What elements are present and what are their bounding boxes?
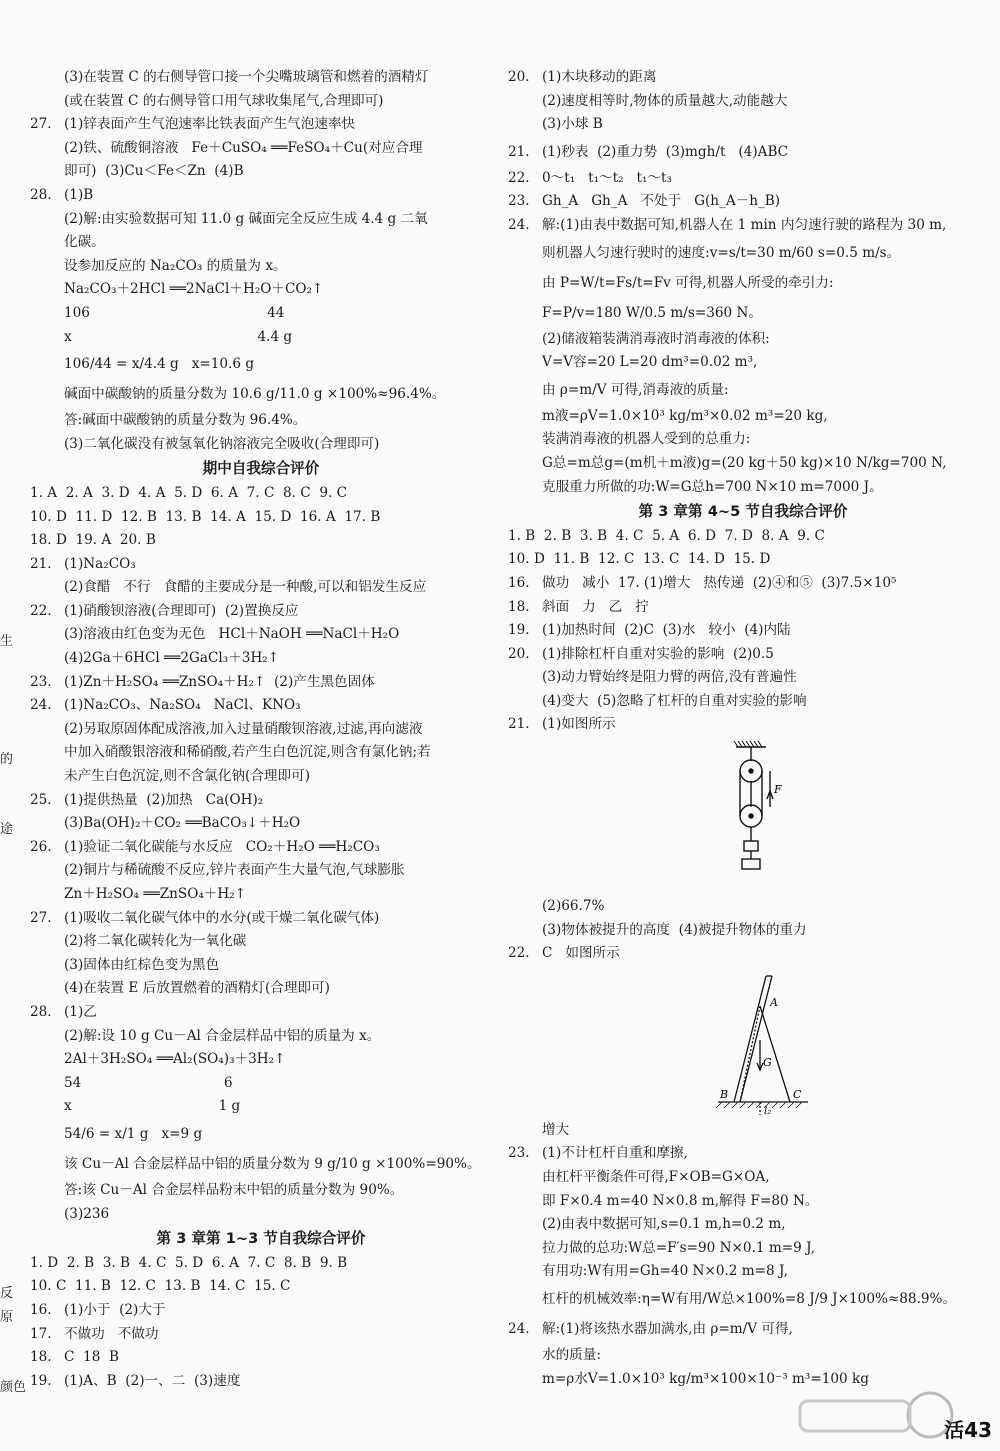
answer-text: (3)二氧化碳没有被氢氧化钠溶液完全吸收(合理即可) (64, 435, 380, 452)
answer-text: Na₂CO₃＋2HCl ══2NaCl＋H₂O＋CO₂↑ (64, 281, 324, 298)
answer-line (508, 548, 978, 572)
answer-text: 由 ρ=m/V 可得,消毒液的质量: (542, 381, 729, 398)
answer-text: (1)Na₂CO₃、Na₂SO₄ NaCl、KNO₃ (64, 697, 301, 714)
answer-line (30, 379, 492, 409)
answer-text: 10. D 11. B 12. C 13. C 14. D 15. D (508, 551, 771, 568)
answer-line (508, 90, 978, 114)
answer-line (508, 214, 978, 238)
answer-line (508, 405, 978, 429)
answer-text: (4)2Ga＋6HCl ══2GaCl₃＋3H₂↑ (64, 650, 280, 667)
answer-line (30, 255, 492, 279)
answer-line (508, 1344, 978, 1368)
answer-text: 答:碱面中碳酸钠的质量分数为 96.4%。 (64, 412, 307, 429)
answer-line (508, 666, 978, 690)
figure-label: C (793, 1087, 802, 1101)
answer-line (508, 190, 978, 214)
question-number: 22. (508, 169, 530, 186)
answer-text: Gh_A Gh_A 不处于 G(h_A－h_B) (542, 193, 781, 210)
answer-text: (2)另取原固体配成溶液,加入过量硝酸钡溶液,过滤,再向滤液 (64, 720, 423, 737)
question-number: 24. (508, 1321, 530, 1337)
answer-text: 化碳。 (64, 234, 105, 251)
answer-line (508, 1166, 978, 1190)
answer-text: (1)排除杠杆自重对实验的影响 (2)0.5 (542, 645, 774, 662)
question-number: 21. (30, 555, 52, 572)
answer-text: (1)加热时间 (2)C (3)水 较小 (4)内陆 (542, 622, 791, 639)
answer-text: (3)Ba(OH)₂＋CO₂ ══BaCO₃↓＋H₂O (64, 815, 301, 832)
answer-text: (1)B (64, 186, 94, 203)
answer-text: (1)提供热量 (2)加热 Ca(OH)₂ (64, 791, 264, 808)
question-number: 24. (30, 697, 52, 714)
answer-text: 1. A 2. A 3. D 4. A 5. D 6. A 7. C 8. C 9. C (30, 484, 348, 501)
answer-text: 该 Cu－Al 合金层样品中铝的质量分数为 9 g/10 g ×100%=90%。 (64, 1155, 481, 1172)
answer-line (30, 600, 492, 624)
answer-text: (2)解:由实验数据可知 11.0 g 碱面完全反应生成 4.4 g 二氧 (64, 210, 428, 227)
answer-line (30, 184, 492, 208)
answer-line (508, 268, 978, 298)
ladder-figure (508, 970, 948, 1115)
answer-text: 则机器人匀速行驶时的速度:v=s/t=30 m/60 s=0.5 m/s。 (542, 244, 901, 261)
answer-text: (1)小于 (2)大于 (64, 1301, 166, 1318)
answer-line (30, 1346, 492, 1370)
answer-line (508, 643, 978, 667)
answer-text: (1)Na₂CO₃ (64, 555, 136, 572)
edge-fragment: 的 (0, 752, 14, 767)
edge-fragment: 颜色 (0, 1380, 27, 1395)
answer-line (30, 208, 492, 232)
answer-text: 克服重力所做的功:W=G总h=700 N×10 m=7000 J。 (542, 478, 883, 495)
answer-line (30, 113, 492, 137)
question-number: 18. (30, 1349, 52, 1366)
answer-line (30, 907, 492, 931)
answer-text: 有用功:W有用=Gh=40 N×0.2 m=8 J, (542, 1263, 788, 1280)
question-number: 23. (508, 1145, 530, 1162)
answer-text: (3)溶液由红色变为无色 HCl＋NaOH ══NaCl＋H₂O (64, 626, 400, 643)
answer-line (30, 1119, 492, 1149)
answer-line (30, 765, 492, 789)
answer-line (508, 298, 978, 328)
answer-text: 解:(1)将该热水器加满水,由 ρ=m/V 可得, (542, 1321, 793, 1337)
answer-line (30, 433, 492, 457)
answer-line (30, 409, 492, 433)
answer-line (30, 326, 492, 350)
answer-text: 0～t₁ t₁～t₂ t₁～t₃ (542, 169, 672, 186)
question-number: 19. (508, 622, 530, 639)
answer-line (30, 812, 492, 836)
answer-text: (2)解:设 10 g Cu－Al 合金层样品中铝的质量为 x。 (64, 1027, 381, 1044)
answer-line (30, 1299, 492, 1323)
answer-line (508, 1237, 978, 1261)
answer-text: 解:(1)由表中数据可知,机器人在 1 min 内匀速行驶的路程为 30 m, (542, 216, 947, 233)
answer-text: 由杠杆平衡条件可得,F×OB=G×OA, (542, 1169, 770, 1186)
answer-text: 即 F×0.4 m=40 N×0.8 m,解得 F=80 N。 (542, 1192, 819, 1209)
answer-text: C 如图所示 (542, 945, 620, 962)
answer-text: (1)锌表面产生气泡速率比铁表面产生气泡速率快 (64, 116, 356, 133)
answer-line (30, 647, 492, 671)
answer-line (30, 506, 492, 530)
answer-line (30, 859, 492, 883)
answer-line (30, 1048, 492, 1072)
answer-text: 装满消毒液的机器人受到的总重力: (542, 431, 751, 448)
answer-line (508, 525, 978, 549)
answer-text: 设参加反应的 Na₂CO₃ 的质量为 x。 (64, 257, 287, 274)
answer-text: (2)铁、硫酸铜溶液 Fe＋CuSO₄ ══FeSO₄＋Cu(对应合理 (64, 139, 423, 156)
answer-text: 做功 减小 17. (1)增大 热传递 (2)④和⑤ (3)7.5×10⁵ (542, 574, 897, 591)
answer-text: 杠杆的机械效率:η=W有用/W总×100%=8 J/9 J×100%≈88.9%。 (542, 1291, 957, 1307)
answer-text: (1)木块移动的距离 (542, 69, 657, 85)
answer-line (508, 1142, 978, 1166)
section-heading: 第 3 章第 4~5 节自我综合评价 (638, 503, 848, 521)
answer-line (508, 713, 978, 737)
answer-line (508, 1314, 978, 1344)
answer-text: 碱面中碳酸钠的质量分数为 10.6 g/11.0 g ×100%≈96.4%。 (64, 386, 446, 403)
answer-text: 即可) (3)Cu＜Fe＜Zn (4)B (64, 163, 244, 180)
answer-text: 18. D 19. A 20. B (30, 532, 156, 549)
answer-line (30, 1203, 492, 1227)
answer-text: (3)物体被提升的高度 (4)被提升物体的重力 (542, 921, 807, 938)
answer-text: G总=m总g=(m机＋m液)g=(20 kg＋50 kg)×10 N/kg=700 N, (542, 454, 947, 471)
answer-text: (2)速度相等时,物体的质量越大,动能越大 (542, 92, 788, 109)
question-number: 16. (30, 1301, 52, 1318)
answer-text: C 18 B (64, 1349, 119, 1366)
question-number: 18. (508, 598, 530, 615)
figure-label: l₂ (764, 1105, 772, 1115)
answer-text: 斜面 力 乙 拧 (542, 598, 649, 615)
answer-text: (1)吸收二氧化碳气体中的水分(或干燥二氧化碳气体) (64, 909, 380, 926)
answer-text: (1)如图所示 (542, 716, 616, 733)
answer-line (30, 231, 492, 255)
answer-line (508, 895, 978, 919)
figure-label: B (720, 1087, 729, 1101)
answer-line (30, 623, 492, 647)
answer-text: 未产生白色沉淀,则不含氯化钠(合理即可) (64, 768, 311, 785)
answer-text: 增大 (542, 1121, 570, 1138)
answer-line (30, 137, 492, 161)
right-column (508, 66, 978, 1391)
answer-text: (1)秒表 (2)重力势 (3)mgh/t (4)ABC (542, 143, 789, 160)
answer-text: (1)验证二氧化碳能与水反应 CO₂＋H₂O ══H₂CO₃ (64, 838, 380, 855)
answer-line (30, 278, 492, 302)
question-number: 21. (508, 716, 530, 733)
edge-fragment: 原 (0, 1310, 14, 1325)
question-number: 19. (30, 1372, 52, 1389)
question-number: 26. (30, 838, 52, 855)
answer-text: 中加入硝酸银溶液和稀硝酸,若产生白色沉淀,则含有氯化钠;若 (64, 744, 431, 761)
answer-line (30, 1179, 492, 1203)
answer-line (30, 694, 492, 718)
answer-line (30, 1370, 492, 1394)
answer-line (30, 482, 492, 506)
answer-text: (或在装置 C 的右侧导管口用气球收集尾气,合理即可) (64, 92, 384, 109)
answer-line (30, 529, 492, 553)
answer-text: V=V容=20 L=20 dm³=0.02 m³, (542, 354, 758, 371)
answer-line (30, 1149, 492, 1179)
answer-line (508, 167, 978, 191)
question-number: 28. (30, 186, 52, 203)
answer-line (30, 576, 492, 600)
answer-line (508, 919, 978, 943)
answer-line (508, 1260, 978, 1284)
answer-text: 答:该 Cu－Al 合金层样品粉末中铝的质量分数为 90%。 (64, 1181, 404, 1198)
answer-text: (2)66.7% (542, 898, 605, 915)
answer-text: F=P/v=180 W/0.5 m/s=360 N。 (542, 304, 762, 321)
answer-line (30, 671, 492, 695)
question-number: 27. (30, 909, 52, 926)
answer-text: 1. B 2. B 3. B 4. C 5. A 6. D 7. D 8. A 9. C (508, 527, 825, 544)
answer-line (508, 66, 978, 90)
answer-text: (1)Zn＋H₂SO₄ ══ZnSO₄＋H₂↑ (2)产生黑色固体 (64, 673, 375, 690)
question-number: 22. (30, 602, 52, 619)
answer-text: x 4.4 g (64, 328, 293, 345)
answer-text: 水的质量: (542, 1347, 601, 1363)
answer-text: (2)食醋 不行 食醋的主要成分是一种酸,可以和铝发生反应 (64, 579, 427, 596)
answer-text: (1)乙 (64, 1003, 97, 1020)
answer-text: Zn＋H₂SO₄ ══ZnSO₄＋H₂↑ (64, 886, 247, 902)
answer-text: (3)动力臂始终是阻力臂的两倍,没有普遍性 (542, 669, 797, 686)
question-number: 24. (508, 216, 530, 233)
answer-line (30, 1275, 492, 1299)
question-number: 20. (508, 69, 530, 85)
question-number: 28. (30, 1003, 52, 1020)
answer-text: m=ρ水V=1.0×10³ kg/m³×100×10⁻³ m³=100 kg (542, 1370, 869, 1387)
answer-line (508, 452, 978, 476)
figure-label: F (774, 783, 782, 797)
question-number: 21. (508, 143, 530, 160)
answer-line (30, 1323, 492, 1347)
answer-text: x 1 g (64, 1098, 241, 1115)
question-number: 16. (508, 574, 530, 591)
pulley-figure (508, 741, 948, 891)
answer-text: 1. D 2. B 3. B 4. C 5. D 6. A 7. C 8. B 9. B (30, 1254, 348, 1271)
answer-text: (3)小球 B (542, 116, 603, 133)
answer-line (508, 375, 978, 405)
answer-line (30, 930, 492, 954)
answer-line (30, 1001, 492, 1025)
answer-text: m液=ρV=1.0×10³ kg/m³×0.02 m³=20 kg, (542, 407, 828, 424)
answer-text: (3)固体由红棕色变为黑色 (64, 956, 220, 973)
answer-line (30, 1072, 492, 1096)
left-column (30, 66, 492, 1393)
answer-line (508, 572, 978, 596)
answer-line (508, 476, 978, 500)
edge-fragment: 生 (0, 634, 14, 649)
answer-line (508, 942, 978, 966)
watermark-logo (790, 1387, 960, 1447)
answer-line (30, 883, 492, 907)
answer-text: (2)由表中数据可知,s=0.1 m,h=0.2 m, (542, 1216, 786, 1233)
answer-line (30, 302, 492, 326)
answer-text: 不做功 不做功 (64, 1325, 159, 1342)
answer-line (30, 553, 492, 577)
question-number: 23. (508, 193, 530, 210)
answer-line (508, 596, 978, 620)
answer-text: (4)变大 (5)忽略了杠杆的自重对实验的影响 (542, 692, 807, 709)
answer-text: 2Al＋3H₂SO₄ ══Al₂(SO₄)₃＋3H₂↑ (64, 1051, 286, 1068)
answer-text: 106 44 (64, 304, 285, 321)
answer-text: 由 P=W/t=Fs/t=Fv 可得,机器人所受的牵引力: (542, 274, 834, 291)
answer-line (30, 836, 492, 860)
answer-text: (1)硝酸钡溶液(合理即可) (2)置换反应 (64, 602, 299, 619)
question-number: 25. (30, 791, 52, 808)
answer-line (508, 238, 978, 268)
answer-line (30, 66, 492, 90)
answer-line (30, 349, 492, 379)
answer-text: (2)铜片与稀硫酸不反应,锌片表面产生大量气泡,气球膨胀 (64, 862, 405, 879)
answer-line (30, 741, 492, 765)
answer-text: 54 6 (64, 1074, 233, 1091)
edge-fragment: 反 (0, 1286, 14, 1301)
answer-line (508, 690, 978, 714)
answer-text: (2)将二氧化碳转化为一氧化碳 (64, 933, 247, 950)
answer-text: (2)储液箱装满消毒液时消毒液的体积: (542, 330, 770, 347)
answer-line (508, 428, 978, 452)
answer-text: 54/6 = x/1 g x=9 g (64, 1125, 203, 1142)
answer-line (30, 954, 492, 978)
question-number: 27. (30, 116, 52, 133)
edge-fragment: 途 (0, 822, 14, 837)
answer-line (30, 1252, 492, 1276)
page-number: 活43 (944, 1418, 992, 1442)
answer-line (508, 1284, 978, 1314)
answer-text: (1)不计杠杆自重和摩擦, (542, 1145, 688, 1162)
answer-text: (3)在装置 C 的右侧导管口接一个尖嘴玻璃管和燃着的酒精灯 (64, 69, 429, 85)
answer-line (30, 90, 492, 114)
answer-text: 106/44 = x/4.4 g x=10.6 g (64, 356, 255, 373)
answer-line (508, 1119, 978, 1143)
question-number: 23. (30, 673, 52, 690)
answer-text: (3)236 (64, 1205, 110, 1222)
question-number: 17. (30, 1325, 52, 1342)
answer-line (508, 351, 978, 375)
answer-line (508, 137, 978, 167)
answer-line (508, 619, 978, 643)
answer-line (30, 1095, 492, 1119)
answer-line (508, 1213, 978, 1237)
answer-line (30, 1025, 492, 1049)
answer-line (30, 977, 492, 1001)
answer-line (508, 328, 978, 352)
section-heading: 第 3 章第 1~3 节自我综合评价 (156, 1230, 366, 1248)
figure-label: A (770, 995, 778, 1009)
answer-line (508, 1190, 978, 1214)
section-heading: 期中自我综合评价 (202, 460, 320, 478)
answer-line (30, 160, 492, 184)
answer-line (508, 113, 978, 137)
answer-text: (1)A、B (2)一、二 (3)速度 (64, 1372, 241, 1389)
answer-text: 10. C 11. B 12. C 13. B 14. C 15. C (30, 1278, 291, 1295)
figure-label: G (763, 1055, 772, 1069)
answer-text: 拉力做的总功:W总=F′s=90 N×0.1 m=9 J, (542, 1239, 816, 1256)
question-number: 20. (508, 645, 530, 662)
answer-line (30, 789, 492, 813)
answer-text: (4)在装置 E 后放置燃着的酒精灯(合理即可) (64, 980, 330, 997)
answer-line (30, 718, 492, 742)
answer-text: 10. D 11. D 12. B 13. B 14. A 15. D 16. A 17. B (30, 508, 381, 525)
question-number: 22. (508, 945, 530, 962)
